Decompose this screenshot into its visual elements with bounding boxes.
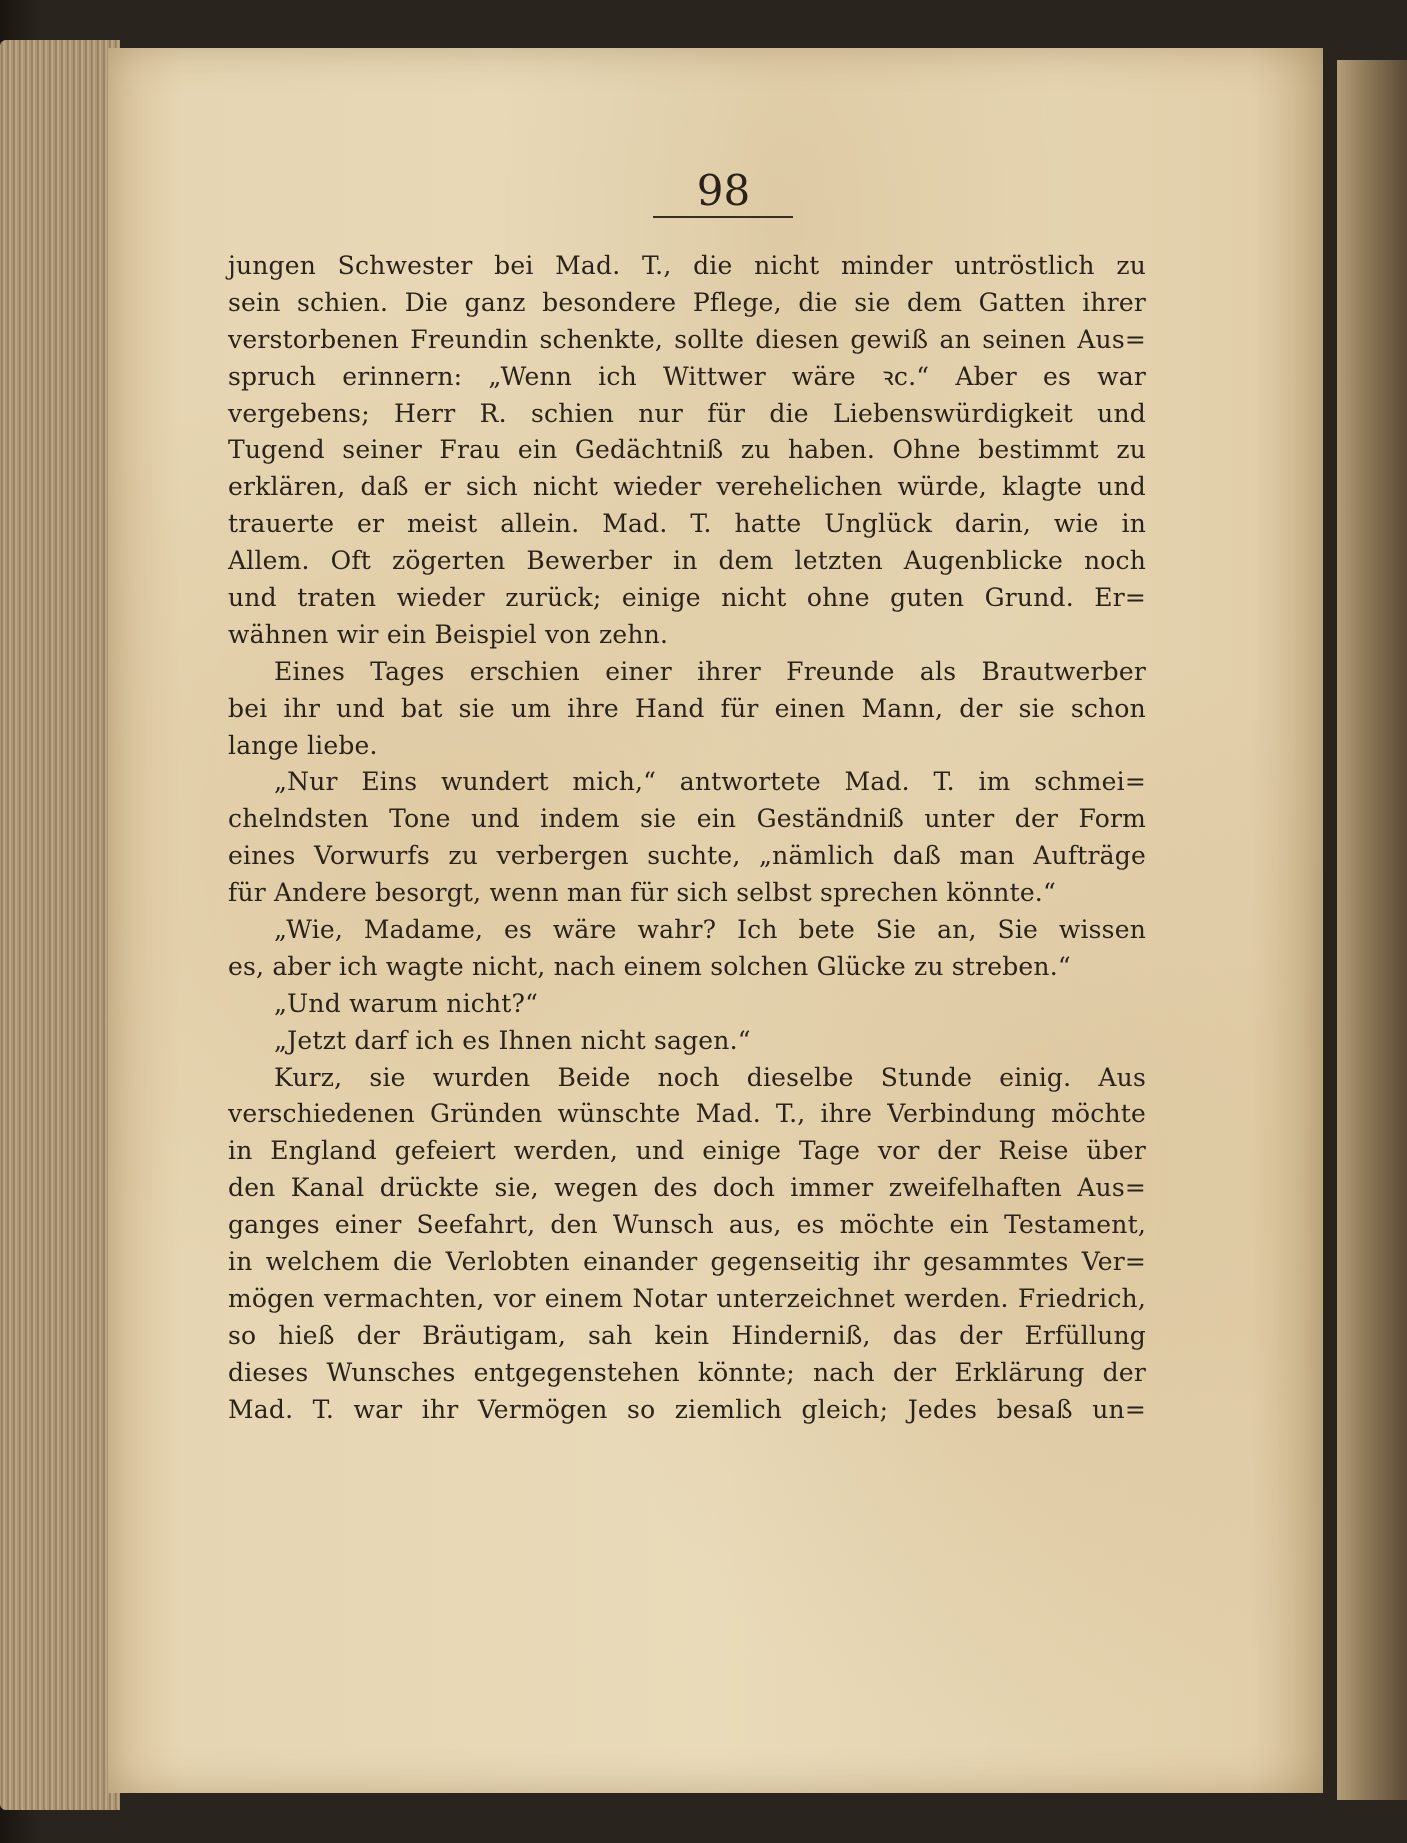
text-line: Eines Tages erschien einer ihrer Freunde als Brautwerber xyxy=(274,656,1146,686)
text-line: verschiedenen Gründen wünschte Mad. T., ihre Verbindung möchte xyxy=(228,1099,1146,1129)
page-edges xyxy=(0,40,120,1810)
text-line: trauerte er meist allein. Mad. T. hatte Unglück darin, wie in xyxy=(228,509,1146,539)
text-line: Kurz, sie wurden Beide noch dieselbe Stunde einig. Aus xyxy=(274,1062,1146,1092)
text-line: den Kanal drückte sie, wegen des doch immer zweifelhaften Aus= xyxy=(228,1173,1146,1203)
text-line: Tugend seiner Frau ein Gedächtniß zu haben. Ohne bestimmt zu xyxy=(228,435,1146,465)
text-line: bei ihr und bat sie um ihre Hand für einen Mann, der sie schon xyxy=(228,693,1146,723)
header-rule xyxy=(653,216,793,218)
page-number: 98 xyxy=(696,166,751,215)
text-line: ganges einer Seefahrt, den Wunsch aus, es möchte ein Testament, xyxy=(228,1210,1146,1240)
text-line: für Andere besorgt, wenn man für sich selbst sprechen könnte.“ xyxy=(228,878,1056,908)
text-line: chelndsten Tone und indem sie ein Geständniß unter der Form xyxy=(228,804,1146,834)
facing-page-edge xyxy=(1337,60,1407,1800)
text-line: lange liebe. xyxy=(228,730,378,760)
text-line: Allem. Oft zögerten Bewerber in dem letzten Augenblicke noch xyxy=(228,546,1146,576)
text-line: „Jetzt darf ich es Ihnen nicht sagen.“ xyxy=(274,1025,751,1055)
book-page xyxy=(108,48,1323,1793)
text-line: erklären, daß er sich nicht wieder verehelichen würde, klagte und xyxy=(228,472,1146,502)
text-line: es, aber ich wagte nicht, nach einem solchen Glücke zu streben.“ xyxy=(228,951,1071,981)
text-line: „Wie, Madame, es wäre wahr? Ich bete Sie an, Sie wissen xyxy=(274,915,1146,945)
text-line: jungen Schwester bei Mad. T., die nicht minder untröstlich zu xyxy=(228,251,1146,280)
body-text xyxy=(228,248,1146,1429)
text-line: vergebens; Herr R. schien nur für die Liebenswürdigkeit und xyxy=(228,398,1146,428)
text-line: dieses Wunsches entgegenstehen könnte; nach der Erklärung der xyxy=(228,1357,1146,1387)
text-line: Mad. T. war ihr Vermögen so ziemlich gleich; Jedes besaß un= xyxy=(228,1394,1146,1424)
text-line: eines Vorwurfs zu verbergen suchte, „nämlich daß man Aufträge xyxy=(228,841,1146,871)
text-line: wähnen wir ein Beispiel von zehn. xyxy=(228,619,669,649)
text-line: mögen vermachten, vor einem Notar unterzeichnet werden. Friedrich, xyxy=(228,1283,1146,1313)
text-line: und traten wieder zurück; einige nicht ohne guten Grund. Er= xyxy=(228,583,1146,613)
text-line: spruch erinnern: „Wenn ich Wittwer wäre ꝛc.“ Aber es war xyxy=(228,361,1146,391)
text-line: verstorbenen Freundin schenkte, sollte diesen gewiß an seinen Aus= xyxy=(228,324,1146,354)
text-line: so hieß der Bräutigam, sah kein Hinderniß, das der Erfüllung xyxy=(228,1320,1146,1350)
text-line: in England gefeiert werden, und einige Tage vor der Reise über xyxy=(228,1136,1146,1166)
text-line: „Und warum nicht?“ xyxy=(274,988,539,1018)
text-line: sein schien. Die ganz besondere Pflege, die sie dem Gatten ihrer xyxy=(228,287,1146,317)
text-line: „Nur Eins wundert mich,“ antwortete Mad. T. im schmei= xyxy=(274,767,1146,797)
text-line: in welchem die Verlobten einander gegenseitig ihr gesammtes Ver= xyxy=(228,1247,1146,1277)
